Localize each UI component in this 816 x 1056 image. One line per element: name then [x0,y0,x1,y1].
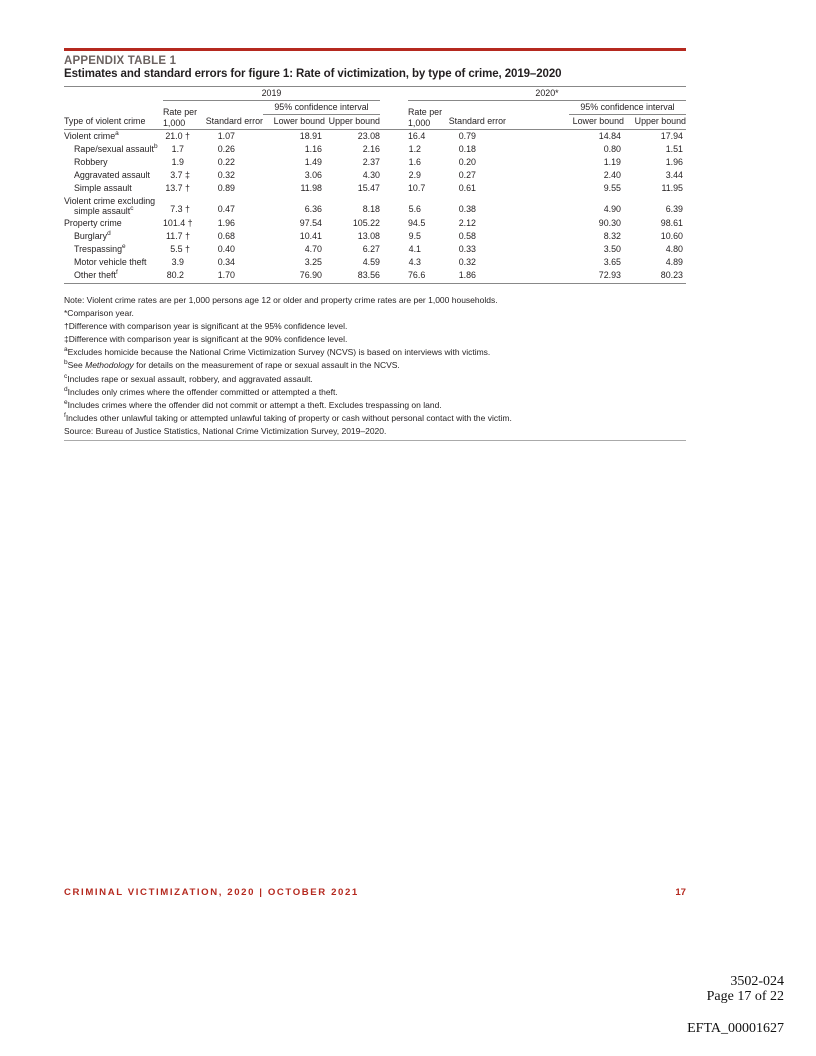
row-label: Trespassing$^e$ [74,243,126,255]
note-comparison-year: *Comparison year. [64,308,134,319]
cell-spacer [506,256,569,269]
cell-se-2020: 0.18 [458,143,476,154]
cell-spacer [506,169,569,182]
cell-upper-2019: 2.37 [362,157,380,168]
cell-gap [380,196,408,217]
cell-upper-2019: 15.47 [357,183,380,194]
cell-spacer [506,196,569,217]
cell-rate-2020: 2.9 [408,170,421,181]
table-row [64,269,686,283]
row-label: Other theft$^f$ [64,269,163,283]
cell-se-2019: 0.22 [217,157,235,168]
row-label: Simple assault [74,183,132,194]
cell-gap [380,269,408,283]
table-row [64,217,686,230]
footer-page-number: 17 [675,887,686,898]
cell-rate-2019: 11.7 † [165,230,190,241]
cell-se-2019: 1.96 [217,217,235,228]
cell-lower-2020: 3.50 [603,244,621,255]
header-rule [64,48,686,51]
cell-upper-2019: 105.22 [352,217,380,228]
col-gap [380,101,408,129]
cell-se-2019: 0.40 [217,244,235,255]
cell-lower-2020: 3.65 [603,257,621,268]
cell-lower-2019: 3.06 [304,170,322,181]
cell-se-2019: 0.89 [217,183,235,194]
estimates-table [64,86,686,284]
cell-rate-2020: 10.7 [408,183,426,194]
cell-gap [380,230,408,243]
cell-gap [380,217,408,230]
cell-lower-2019: 1.49 [304,157,322,168]
cell-lower-2020: 0.80 [603,143,621,154]
footnote-f: $^f$Includes other unlawful taking or attempted unlawful taking of property or cash without personal contact with the victim. [64,412,512,423]
cell-upper-2019: 6.27 [362,244,380,255]
cell-rate-2019: 1.9 [171,157,184,168]
cell-gap [380,256,408,269]
cell-upper-2019: 4.30 [362,170,380,181]
col-se-2019-header: Standard error [202,101,263,129]
table-row [64,196,686,217]
note-double-dagger: ‡Difference with comparison year is significant at the 90% confidence level. [64,334,348,345]
note-text: Note: Violent crime rates are per 1,000 persons age 12 or older and property crime rates are per 1,000 households. [64,295,498,305]
cell-rate-2020: 94.5 [408,217,426,228]
col-ci-2019-header: 95% confidence interval [263,101,380,115]
row-label: Aggravated assault [74,170,150,181]
col-rate-2020-header: Rate per 1,000 [408,101,445,129]
cell-rate-2019: 21.0 † [165,130,190,141]
cell-lower-2020: 2.40 [603,170,621,181]
col-spacer [506,101,569,129]
row-label: Property crime [64,217,122,228]
cell-se-2020: 1.86 [445,269,506,283]
cell-upper-2020: 1.51 [665,143,683,154]
cell-rate-2019: 101.4 † [163,217,193,228]
cell-lower-2020: 14.84 [598,130,621,141]
cell-rate-2020: 16.4 [408,130,426,141]
col-lower-2019-header: Lower bound [263,115,325,129]
cell-se-2019: 0.68 [217,230,235,241]
cell-gap [380,143,408,156]
row-label: Rape/sexual assault$^b$ [74,142,158,154]
table-row [64,143,686,156]
table-row [64,230,686,243]
table-row [64,169,686,182]
cell-lower-2020: 1.19 [603,157,621,168]
footer-publication: CRIMINAL VICTIMIZATION, 2020 | OCTOBER 2021 [64,887,359,898]
cell-spacer [506,182,569,195]
footnote-e: $^e$Includes crimes where the offender did not commit or attempt a theft. Excludes trespassing on land. [64,398,442,410]
cell-spacer [506,243,569,256]
cell-rate-2019: 5.5 † [170,244,190,255]
year-gap [380,87,408,101]
col-se-2020-header: Standard error [445,101,506,129]
cell-upper-2020: 17.94 [660,130,683,141]
table-row [64,243,686,256]
cell-se-2020: 0.79 [458,130,476,141]
cell-lower-2020: 72.93 [569,269,624,283]
col-ci-2020-header: 95% confidence interval [569,101,686,115]
doc-number-stamp: 3502-024 [730,974,784,989]
cell-se-2019: 1.70 [202,269,263,283]
cell-lower-2020: 4.90 [603,204,621,215]
cell-upper-2019: 4.59 [362,257,380,268]
cell-upper-2020: 98.61 [660,217,683,228]
cell-spacer [506,217,569,230]
cell-se-2019: 1.07 [217,130,235,141]
row-label: Robbery [74,157,108,168]
cell-spacer [506,156,569,169]
table-row [64,129,686,143]
cell-rate-2020: 76.6 [408,269,445,283]
col-rate-2019-header: Rate per 1,000 [163,101,202,129]
footnote-c: $^c$Includes rape or sexual assault, robbery, and aggravated assault. [64,372,313,384]
cell-se-2019: 0.47 [217,204,235,215]
row-label: Burglary$^d$ [74,229,111,241]
appendix-label: APPENDIX TABLE 1 [64,55,177,67]
cell-rate-2020: 1.6 [408,157,421,168]
cell-se-2020: 0.32 [458,257,476,268]
cell-rate-2020: 4.1 [408,244,421,255]
table-notes [64,294,686,441]
cell-upper-2019: 23.08 [357,130,380,141]
col-lower-2020-header: Lower bound [569,115,624,129]
cell-rate-2019: 13.7 † [165,183,190,194]
cell-upper-2019: 8.18 [362,204,380,215]
cell-lower-2020: 90.30 [598,217,621,228]
cell-spacer [506,143,569,156]
row-label: Motor vehicle theft [74,257,147,268]
cell-lower-2019: 6.36 [304,204,322,215]
cell-lower-2019: 18.91 [299,130,322,141]
cell-se-2020: 0.38 [458,204,476,215]
year-2019-header: 2019 [163,87,380,101]
cell-rate-2020: 5.6 [408,204,421,215]
cell-lower-2020: 9.55 [603,183,621,194]
row-label: Violent crime excluding simple assault$^c$ [64,195,156,217]
footnote-d: $^d$Includes only crimes where the offender committed or attempted a theft. [64,385,338,397]
col-type-header: Type of violent crime [64,101,163,129]
cell-upper-2020: 4.80 [665,244,683,255]
cell-se-2020: 0.27 [458,170,476,181]
table-row [64,256,686,269]
cell-se-2020: 0.33 [458,244,476,255]
cell-spacer [506,129,569,143]
year-spacer [64,87,163,101]
cell-rate-2019: 1.7 [171,143,184,154]
cell-se-2019: 0.32 [217,170,235,181]
cell-upper-2020: 11.95 [661,183,683,194]
cell-rate-2019: 80.2 [163,269,202,283]
cell-gap [380,243,408,256]
cell-upper-2019: 83.56 [325,269,380,283]
col-upper-2020-header: Upper bound [624,115,686,129]
cell-rate-2019: 3.7 ‡ [170,170,190,181]
cell-se-2019: 0.26 [217,143,235,154]
cell-lower-2019: 11.98 [300,183,322,194]
cell-upper-2020: 10.60 [660,230,683,241]
table-title: Estimates and standard errors for figure 1: Rate of victimization, by type of crime, 2019–2020 [64,68,562,80]
cell-spacer [506,230,569,243]
source-line: Source: Bureau of Justice Statistics, National Crime Victimization Survey, 2019–2020. [64,425,387,436]
cell-upper-2020: 6.39 [665,204,683,215]
table-row [64,156,686,169]
cell-gap [380,182,408,195]
efta-stamp: EFTA_00001627 [687,1021,784,1036]
cell-gap [380,169,408,182]
cell-upper-2020: 3.44 [665,170,683,181]
col-upper-2019-header: Upper bound [325,115,380,129]
note-dagger: †Difference with comparison year is significant at the 95% confidence level. [64,321,348,332]
cell-se-2020: 0.20 [458,157,476,168]
cell-upper-2020: 80.23 [624,269,686,283]
cell-rate-2019: 3.9 [171,257,184,268]
cell-lower-2019: 4.70 [304,244,322,255]
cell-lower-2019: 76.90 [263,269,325,283]
cell-gap [380,156,408,169]
cell-gap [380,129,408,143]
cell-se-2019: 0.34 [217,257,235,268]
page-of-stamp: Page 17 of 22 [706,989,784,1004]
table-row [64,182,686,195]
footnote-a: $^a$Excludes homicide because the National Crime Victimization Survey (NCVS) is based on interviews with victims. [64,346,491,358]
cell-upper-2019: 13.08 [357,230,380,241]
footnote-b: $^b$See Methodology for details on the measurement of rape or sexual assault in the NCVS. [64,359,400,371]
cell-upper-2020: 4.89 [665,257,683,268]
cell-rate-2020: 9.5 [408,230,421,241]
cell-lower-2019: 3.25 [304,257,322,268]
cell-lower-2019: 97.54 [299,217,322,228]
cell-se-2020: 2.12 [458,217,476,228]
cell-lower-2020: 8.32 [603,230,621,241]
cell-se-2020: 0.61 [458,183,476,194]
cell-se-2020: 0.58 [458,230,476,241]
cell-rate-2019: 7.3 † [170,204,190,215]
cell-spacer [506,269,569,283]
row-label: Violent crime$^a$ [64,129,119,141]
cell-rate-2020: 1.2 [408,143,421,154]
cell-upper-2020: 1.96 [665,157,683,168]
cell-lower-2019: 10.41 [299,230,322,241]
year-2020-header: 2020* [408,87,686,101]
cell-lower-2019: 1.16 [304,143,322,154]
cell-upper-2019: 2.16 [362,143,380,154]
cell-rate-2020: 4.3 [408,257,421,268]
